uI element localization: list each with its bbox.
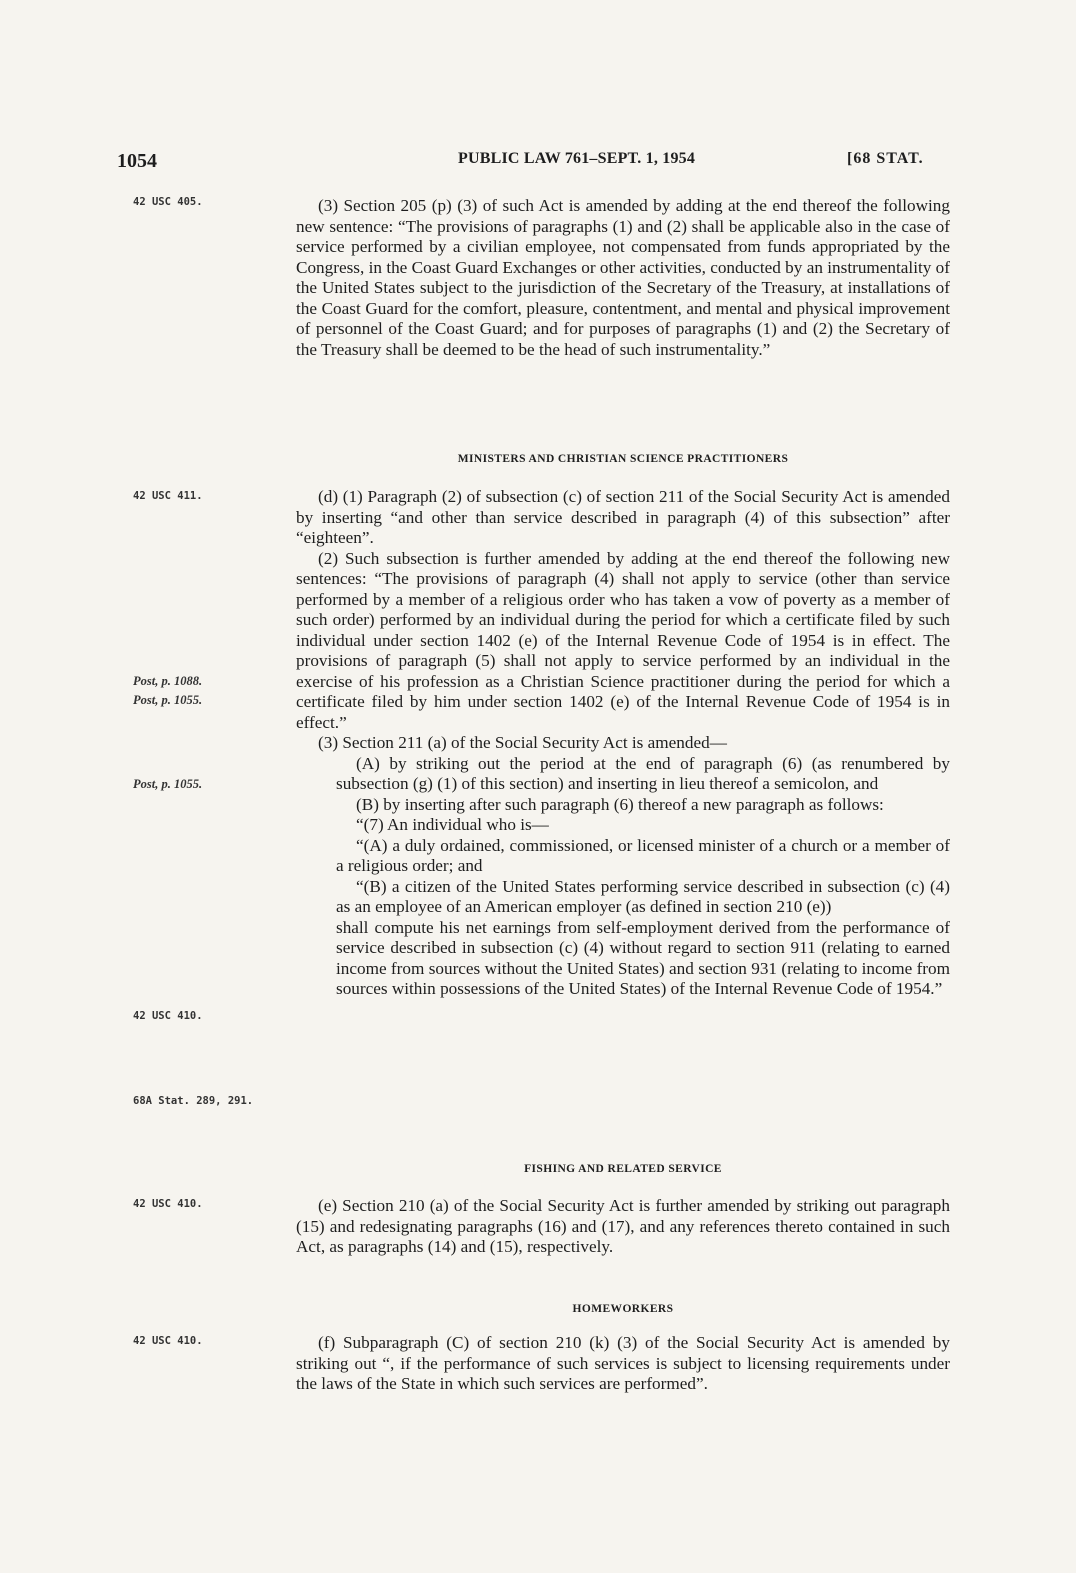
paragraph-7-a: “(A) a duly ordained, commissioned, or licensed minister of a church or a member of a religious order; and bbox=[336, 835, 950, 875]
section-d-paragraph-3: (3) Section 211 (a) of the Social Security Act is amended— bbox=[318, 733, 727, 752]
section-e-block bbox=[296, 1196, 950, 1258]
margin-note: 42 USC 410. bbox=[133, 1198, 203, 1210]
section-3-paragraph: (3) Section 205 (p) (3) of such Act is amended by adding at the end thereof the following new sentence: “The provisions of paragraphs (1) and (2) shall be applicable also in the case of service performed by a civilian employee, not compensated from funds appropriated by the Congress, in the Coast Guard Exchanges or other activities, conducted by an instrumentality of the United States subject to the jurisdiction of the Secretary of the Treasury, at installations of the Coast Guard for the comfort, pleasure, contentment, and mental and physical improvement of personnel of the Coast Guard; and for purposes of paragraphs (1) and (2) the Secretary of the Treasury shall be deemed to be the head of such instrumentality.” bbox=[296, 196, 950, 359]
margin-note: Post, p. 1088. bbox=[133, 674, 203, 688]
margin-note: 42 USC 405. bbox=[133, 196, 203, 208]
running-title: PUBLIC LAW 761–SEPT. 1, 1954 bbox=[458, 150, 696, 167]
clause-b: (B) by inserting after such paragraph (6) thereof a new paragraph as follows: bbox=[356, 794, 884, 814]
section-d-block bbox=[296, 487, 950, 1000]
heading-fishing: FISHING AND RELATED SERVICE bbox=[524, 1163, 722, 1175]
section-3-block bbox=[296, 196, 950, 360]
paragraph-7-tail: shall compute his net earnings from self-employment derived from the performance of service described in subsection (c) (4) without regard to section 911 (relating to earned income from sources without the United States) and section 931 (relating to income from sources within possessions of the United States) of the Internal Revenue Code of 1954.” bbox=[336, 917, 950, 998]
page-number: 1054 bbox=[117, 150, 157, 172]
margin-note: 42 USC 410. bbox=[133, 1335, 203, 1347]
section-d-paragraph-2: (2) Such subsection is further amended by adding at the end thereof the following new sentences: “The provisions of paragraph (4) shall not apply to service (other than service performed by a member of a religious order who has taken a vow of poverty as a member of such order) performed by an individual during the period for which a certificate filed by such individual under section 1402 (e) of the Internal Revenue Code of 1954 is in effect. The provisions of paragraph (5) shall not apply to service performed by an individual in the exercise of his profession as a Christian Science practitioner during the period for which a certificate filed by him under section 1402 (e) of the Internal Revenue Code of 1954 is in effect.” bbox=[296, 548, 950, 732]
section-f-block bbox=[296, 1333, 950, 1395]
margin-note: Post, p. 1055. bbox=[133, 693, 203, 707]
margin-note: 42 USC 410. bbox=[133, 1010, 203, 1022]
clause-a: (A) by striking out the period at the end of paragraph (6) (as renumbered by subsection (g) (1) of this section) and inserting in lieu thereof a semicolon, and bbox=[336, 753, 950, 793]
heading-homeworkers: HOMEWORKERS bbox=[572, 1303, 674, 1315]
section-d-paragraph-1: (d) (1) Paragraph (2) of subsection (c) of section 211 of the Social Security Act is amended by inserting “and other than service described in paragraph (4) of this subsection” after “eighteen”. bbox=[296, 487, 950, 547]
margin-note: Post, p. 1055. bbox=[133, 777, 203, 791]
paragraph-7: “(7) An individual who is— bbox=[356, 815, 549, 834]
page-header bbox=[0, 150, 1076, 176]
margin-note: 68A Stat. 289, 291. bbox=[133, 1095, 254, 1107]
volume-reference: [68 STAT. bbox=[847, 150, 924, 167]
margin-note: 42 USC 411. bbox=[133, 490, 203, 502]
section-e-paragraph: (e) Section 210 (a) of the Social Security Act is further amended by striking out paragraph (15) and redesignating paragraphs (16) and (17), and any references thereto contained in such Act, as paragraphs (14) and (15), respectively. bbox=[296, 1196, 950, 1256]
section-f-paragraph: (f) Subparagraph (C) of section 210 (k) (3) of the Social Security Act is amended by striking out “, if the performance of such services is subject to licensing requirements under the laws of the State in which such services are performed”. bbox=[296, 1333, 950, 1393]
heading-ministers: MINISTERS AND CHRISTIAN SCIENCE PRACTITIONERS bbox=[457, 453, 789, 465]
paragraph-7-b: “(B) a citizen of the United States performing service described in subsection (c) (4) as an employee of an American employer (as defined in section 210 (e)) bbox=[336, 876, 950, 916]
